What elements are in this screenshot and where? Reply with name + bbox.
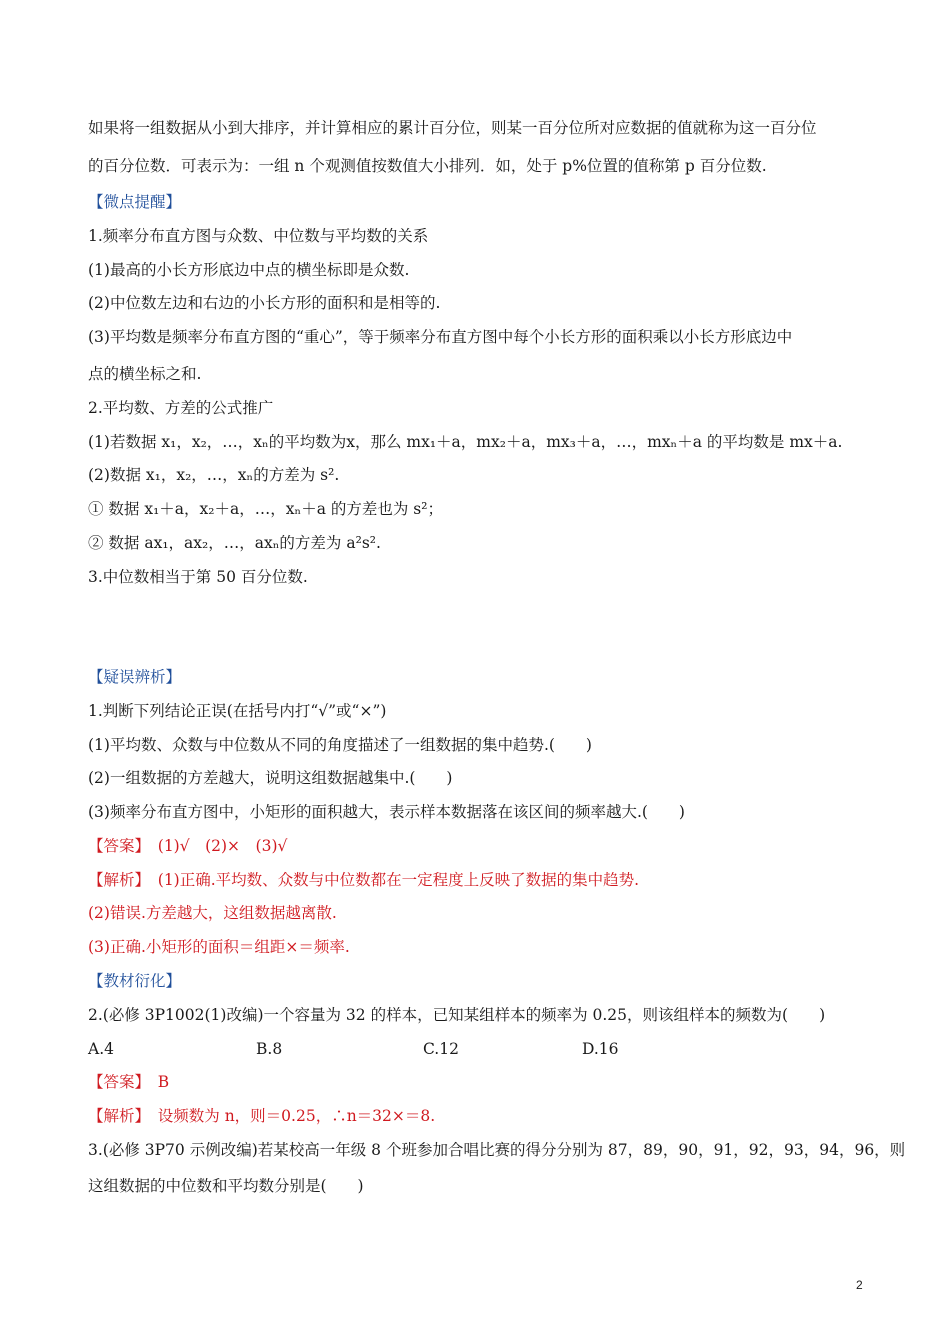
answer-line <box>88 836 864 856</box>
paragraph-line: 1.频率分布直方图与众数、中位数与平均数的关系 <box>88 227 429 245</box>
question-line: 这组数据的中位数和平均数分别是( ) <box>88 1177 364 1195</box>
explanation-tag: 【解析】 <box>88 871 143 889</box>
paragraph-line: 的百分位数．可表示为：一组 n 个观测值按数值大小排列．如，处于 p%位置的值称第 p 百分位数. <box>88 157 767 175</box>
paragraph-line: 3.中位数相当于第 50 百分位数. <box>88 568 308 586</box>
question-line: 3.(必修 3P70 示例改编)若某校高一年级 8 个班参加合唱比赛的得分分别为 87，89，90，91，92，93，94，96，则 <box>88 1141 906 1159</box>
option-d: D.16 <box>582 1040 619 1058</box>
option-a: A.4 <box>88 1040 114 1058</box>
question-line: (3)频率分布直方图中，小矩形的面积越大，表示样本数据落在该区间的频率越大.( ) <box>88 803 685 821</box>
explanation-line <box>88 1106 864 1126</box>
formula-line: ② 数据 ax₁，ax₂，…，axₙ的方差为 a²s². <box>88 534 381 552</box>
answer-text: (1)√ (2)× (3)√ <box>142 837 288 855</box>
question-line: (1)平均数、众数与中位数从不同的角度描述了一组数据的集中趋势.( ) <box>88 736 592 754</box>
page-number: 2 <box>856 1278 863 1292</box>
explanation-text: 设频数为 n，则＝0.25，∴n＝32×＝8. <box>142 1107 436 1125</box>
explanation-line: (2)错误.方差越大，这组数据越离散. <box>88 904 337 922</box>
section-heading-textbook: 【教材衍化】 <box>88 972 182 990</box>
paragraph-line: 点的横坐标之和. <box>88 365 202 383</box>
formula-line: (2)数据 x₁，x₂，…，xₙ的方差为 s². <box>88 466 340 484</box>
option-c: C.12 <box>423 1040 459 1058</box>
paragraph-line: (1)最高的小长方形底边中点的横坐标即是众数. <box>88 261 410 279</box>
question-line: 1.判断下列结论正误(在括号内打“√”或“×”) <box>88 702 387 720</box>
paragraph-line: (2)中位数左边和右边的小长方形的面积和是相等的. <box>88 294 441 312</box>
answer-line <box>88 1072 864 1092</box>
section-heading-tips: 【微点提醒】 <box>88 193 182 211</box>
paragraph-line: 如果将一组数据从小到大排序，并计算相应的累计百分位，则某一百分位所对应数据的值就称为这一百分位 <box>88 119 817 137</box>
paragraph-line: 2.平均数、方差的公式推广 <box>88 399 274 417</box>
formula-line: (1)若数据 x₁，x₂，…，xₙ的平均数为x，那么 mx₁＋a，mx₂＋a，mx₃＋a，…，mxₙ＋a 的平均数是 mx＋a. <box>88 433 843 451</box>
explanation-line: (3)正确.小矩形的面积＝组距×＝频率. <box>88 938 350 956</box>
formula-line: ① 数据 x₁＋a，x₂＋a，…，xₙ＋a 的方差也为 s²； <box>88 500 443 518</box>
explanation-tag: 【解析】 <box>88 1107 143 1125</box>
option-b: B.8 <box>256 1040 283 1058</box>
section-heading-errors: 【疑误辨析】 <box>88 668 182 686</box>
answer-tag: 【答案】 <box>88 837 143 855</box>
question-line: 2.(必修 3P1002(1)改编)一个容量为 32 的样本，已知某组样本的频率为 0.25，则该组样本的频数为( ) <box>88 1006 826 1024</box>
answer-text: B <box>142 1073 170 1091</box>
answer-tag: 【答案】 <box>88 1073 143 1091</box>
question-line: (2)一组数据的方差越大，说明这组数据越集中.( ) <box>88 769 453 787</box>
paragraph-line: (3)平均数是频率分布直方图的“重心”，等于频率分布直方图中每个小长方形的面积乘以小长方形底边中 <box>88 328 793 346</box>
explanation-line <box>88 870 864 890</box>
explanation-text: (1)正确.平均数、众数与中位数都在一定程度上反映了数据的集中趋势. <box>142 871 640 889</box>
